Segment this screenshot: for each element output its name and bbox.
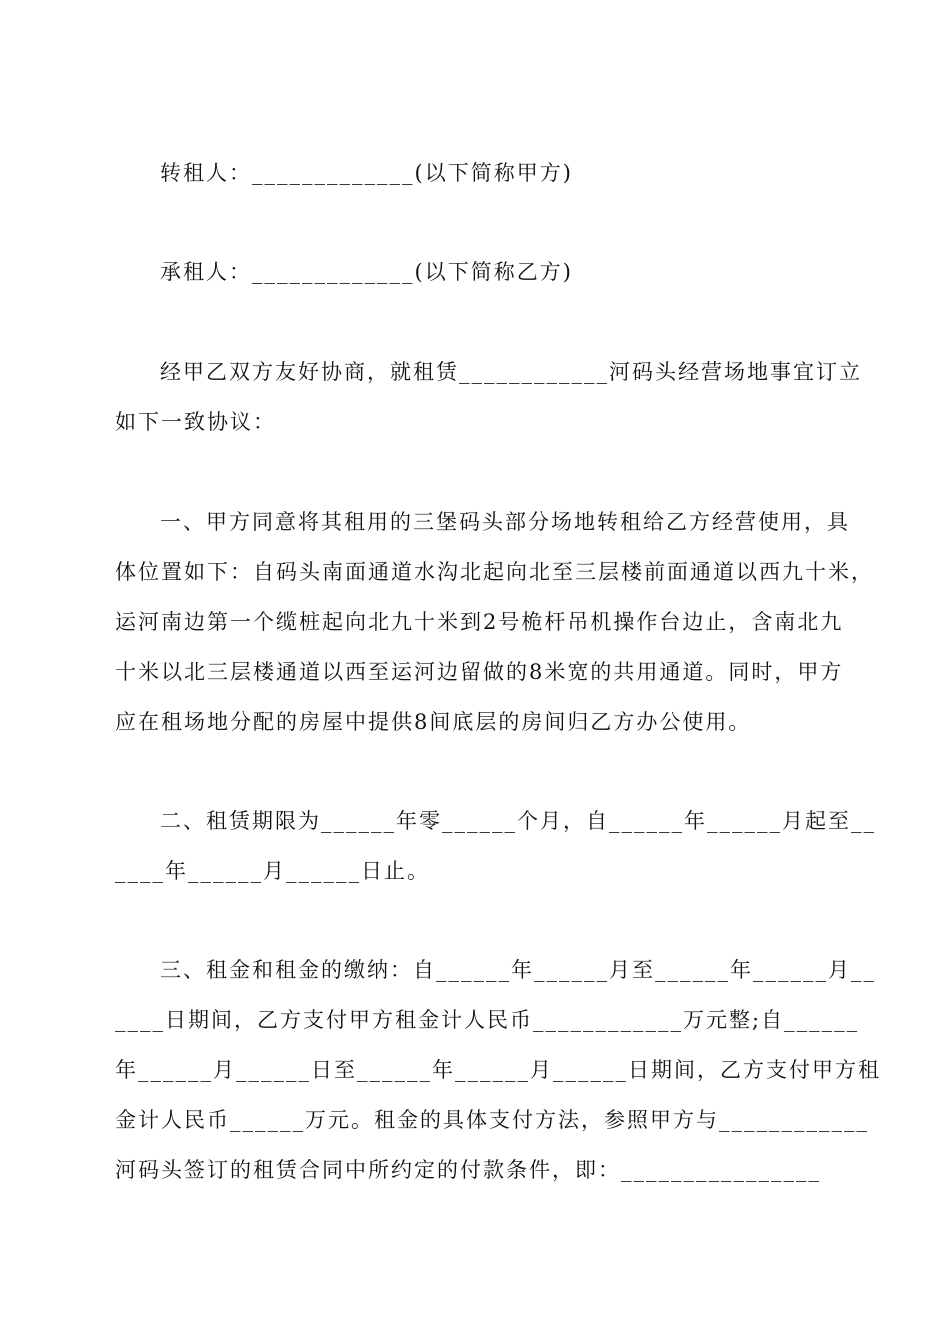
clause1-line-4: 十米以北三层楼通道以西至运河边留做的8米宽的共用通道。同时，甲方	[115, 660, 844, 684]
clause3-line-1: 三、租金和租金的缴纳：自______年______月至______年______月__	[160, 958, 876, 982]
intro-line-2: 如下一致协议：	[115, 410, 276, 434]
clause1-line-1: 一、甲方同意将其租用的三堡码头部分场地转租给乙方经营使用，具	[160, 510, 850, 534]
clause3-line-2: ____日期间，乙方支付甲方租金计人民币____________万元整;自______	[115, 1008, 860, 1032]
clause1-line-3: 运河南边第一个缆桩起向北九十米到2号桅杆吊机操作台边止，含南北九	[115, 610, 844, 634]
clause3-line-4: 金计人民币______万元。租金的具体支付方法，参照甲方与____________	[115, 1108, 869, 1132]
intro-line-1: 经甲乙双方友好协商，就租赁____________河码头经营场地事宜订立	[160, 360, 862, 384]
clause2-line-2: ____年______月______日止。	[115, 859, 430, 883]
clause3-line-3: 年______月______日至______年______月______日期间，乙方支付甲方租	[115, 1058, 881, 1082]
clause1-line-5: 应在租场地分配的房屋中提供8间底层的房间归乙方办公使用。	[115, 710, 752, 734]
clause1-line-2: 体位置如下：自码头南面通道水沟北起向北至三层楼前面通道以西九十米，	[115, 560, 874, 584]
party-a-line: 转租人：_____________(以下简称甲方)	[160, 161, 573, 185]
clause2-line-1: 二、租赁期限为______年零______个月，自______年______月起至__	[160, 809, 876, 833]
party-b-line: 承租人：_____________(以下简称乙方)	[160, 260, 573, 284]
clause3-line-5: 河码头签订的租赁合同中所约定的付款条件，即：________________	[115, 1158, 821, 1182]
